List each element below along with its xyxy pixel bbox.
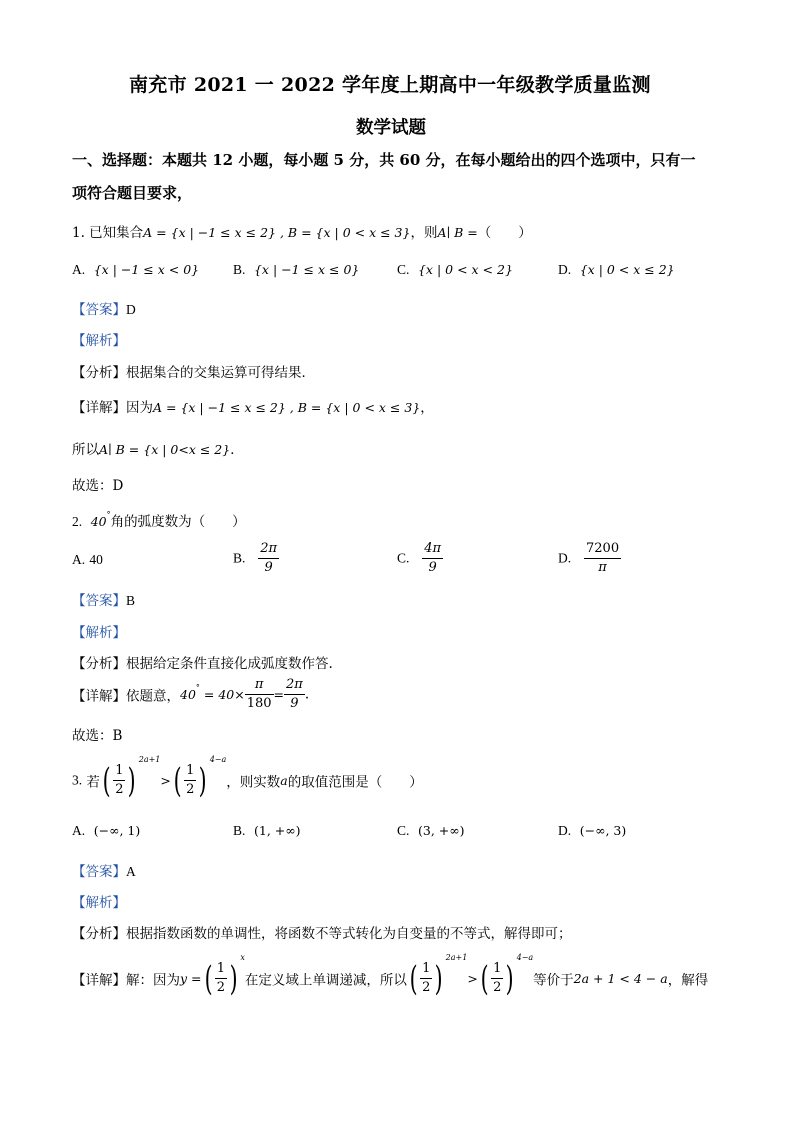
fenxi-tag: 【分析】 [72,656,126,672]
section-heading-line2: 项符合题目要求， [72,184,193,202]
q1-detail: 【详解】因为A = {x | −1 ≤ x ≤ 2} , B = {x | 0 < x ≤ 3}， [72,400,434,416]
q3-option-a: A. (−∞, 1) [72,823,141,838]
q1-stem-mid: ，则 [410,225,438,241]
answer-tag: 【答案】 [72,302,126,318]
fenxi-tag: 【分析】 [72,926,126,942]
q1-option-c: C. {x | 0 < x < 2} [397,262,513,277]
fraction: $\frac{4\pi}{9}$ [424,541,442,575]
q1-conclusion: 所以A∣ B = {x | 0<x ≤ 2}． [72,442,244,458]
q1-stem-math2: A∣ B = [437,225,478,240]
section-heading-line1: 一、选择题：本题共 12 小题，每小题 5 分，共 60 分，在每小题给出的四个选项中，只有一 [72,151,696,169]
q3-fenxi: 【分析】根据指数函数的单调性，将函数不等式转化为自变量的不等式，解得即可； [72,926,572,942]
q2-detail: 【详解】依题意，40° = 40× $\frac{\pi}{180}$ = $\frac{2\pi}{9}$ . [72,677,310,711]
q1-stem [72,221,532,241]
q2-analysis-tag: 【解析】 [72,625,126,641]
q1-fenxi: 【分析】根据集合的交集运算可得结果． [72,365,315,381]
fraction: $\frac{1}{2}$ [115,763,124,797]
answer-tag: 【答案】 [72,864,126,880]
q1-analysis-tag: 【解析】 [72,333,126,349]
detail-tag: 【详解】 [72,972,126,989]
q3-option-c: C. (3, +∞) [397,823,465,838]
answer-tag: 【答案】 [72,593,126,609]
q1-option-d: D. {x | 0 < x ≤ 2} [558,262,675,277]
q2-option-b: B. $\frac{2\pi}{9}$ [233,541,278,575]
fraction: $\frac{1}{2}$ [422,961,431,995]
q3-option-d: D. (−∞, 3) [558,823,627,838]
q3-stem: 3. 若( $\frac{1}{2}$ )$^{2a+1}$>( $\frac{1}{2}$ )$^{4-a}$，则实数a的取值范围是（ ） [72,755,423,801]
q2-answer: 【答案】B [72,593,136,609]
fraction: $\frac{\pi}{180}$ [246,677,272,711]
detail-tag: 【详解】 [72,400,126,416]
document-subtitle: 数学试题 [356,118,426,138]
q1-option-a: A. {x | −1 ≤ x < 0} [72,262,200,277]
q1-answer: 【答案】D [72,302,136,318]
fraction: $\frac{1}{2}$ [216,961,226,995]
q1-stem-blank: （ ） [477,225,532,241]
document-title: 南充市 2021 一 2022 学年度上期高中一年级教学质量监测 [129,74,651,96]
q2-stem: 2. 40°角的弧度数为（ ） [72,510,246,530]
q3-answer: 【答案】A [72,864,136,880]
fraction: $\frac{1}{2}$ [493,961,502,995]
q2-option-d: D. $\frac{7200}{\pi}$ [558,541,620,575]
q3-analysis-tag: 【解析】 [72,895,126,911]
q1-stem-prefix: 1. 已知集合 [72,225,144,241]
q1-stem-math: A = {x | −1 ≤ x ≤ 2} , B = {x | 0 < x ≤ 3} [143,225,411,240]
fraction: $\frac{1}{2}$ [186,763,195,797]
q3-detail: 【详解】解：因为y =( $\frac{1}{2}$ )$^x$在定义域上单调递减，所以( $\frac{1}{2}$ )$^{2a+1}$>( $\frac{1}{2}$ )$^{4-a}$等价于2a + 1 < 4 − a，解得 [72,953,709,999]
q2-choose: 故选：B [72,728,123,744]
q2-option-a: A. 40 [72,552,103,567]
fraction: $\frac{2\pi}{9}$ [286,677,303,711]
detail-tag: 【详解】 [72,688,126,705]
q1-option-b: B. {x | −1 ≤ x ≤ 0} [233,262,360,277]
q2-fenxi: 【分析】根据给定条件直接化成弧度数作答. [72,656,333,672]
q3-option-b: B. (1, +∞) [233,823,301,838]
q1-choose: 故选：D [72,478,124,494]
fraction: $\frac{2\pi}{9}$ [260,541,278,575]
fraction: $\frac{7200}{\pi}$ [586,541,620,575]
fenxi-tag: 【分析】 [72,365,126,381]
q2-option-c: C. $\frac{4\pi}{9}$ [397,541,442,575]
